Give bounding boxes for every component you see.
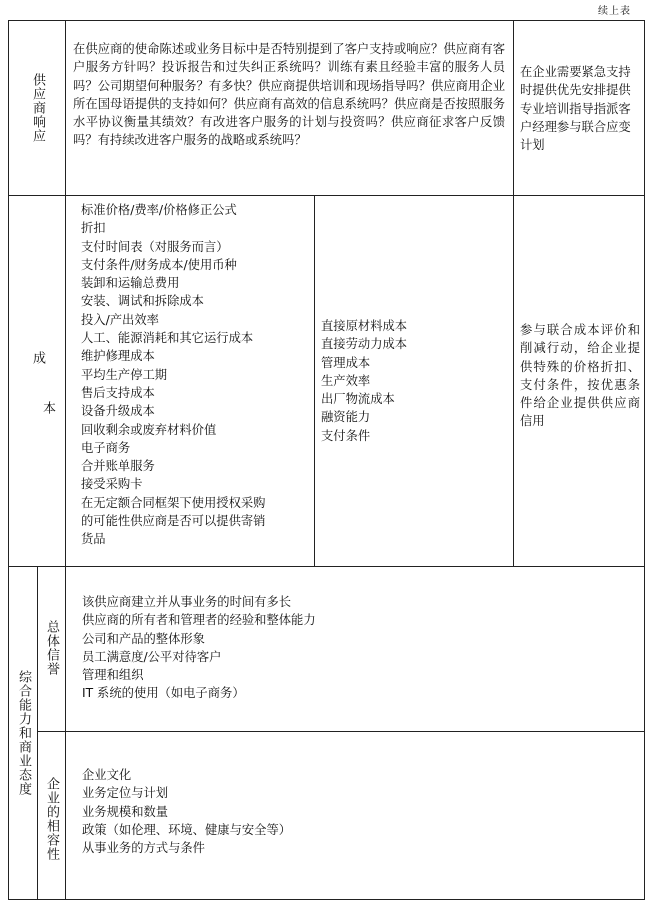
list-item: 设备升级成本 <box>81 404 155 419</box>
list-item: 出厂物流成本 <box>321 392 395 407</box>
list-item: 管理成本 <box>321 355 371 370</box>
list-item: 在无定额合同框架下使用授权采购 <box>81 495 266 510</box>
compatibility-items-list <box>82 766 637 876</box>
list-item: 供应商的所有者和管理者的经验和整体能力 <box>82 613 316 628</box>
list-item: 折扣 <box>81 221 106 236</box>
cost-category <box>9 195 65 566</box>
divider <box>513 21 514 566</box>
list-item: 管理和组织 <box>82 668 144 683</box>
divider <box>9 195 644 196</box>
list-item: 合并账单服务 <box>81 459 155 474</box>
supplier-response-label: 供应商响应 <box>30 73 45 143</box>
list-item: 平均生产停工期 <box>81 367 168 382</box>
compatibility-subcategory <box>37 731 65 899</box>
cost-label-top: 成 <box>30 351 45 365</box>
capability-category <box>9 566 37 899</box>
list-item: 业务规模和数量 <box>82 804 169 819</box>
capability-label: 综合能力和商业态度 <box>16 669 31 796</box>
list-item: 接受采购卡 <box>81 477 143 492</box>
list-item: 售后支持成本 <box>81 385 155 400</box>
list-item: 装卸和运输总费用 <box>81 276 180 291</box>
list-item: 生产效率 <box>321 373 371 388</box>
reputation-items-list <box>82 593 637 723</box>
list-item: 政策（如伦理、环境、健康与安全等） <box>82 822 292 837</box>
list-item: 维护修理成本 <box>81 349 155 364</box>
divider <box>9 566 644 567</box>
list-item: 企业文化 <box>82 768 132 782</box>
cost-items-list <box>81 201 311 563</box>
list-item: 融资能力 <box>321 410 371 425</box>
continued-label: 续上表 <box>598 6 631 17</box>
list-item: 的可能性供应商是否可以提供寄销 <box>81 514 266 529</box>
list-item: 员工满意度/公平对待客户 <box>82 649 222 664</box>
list-item: 直接原材料成本 <box>321 319 408 333</box>
list-item: 投入/产出效率 <box>81 312 159 327</box>
cost-enterprise-role: 参与联合成本评价和削减行动，给企业提供特殊的价格折扣、支付条件，按优惠条件给企业提供供应商信用 <box>520 323 640 429</box>
cost-label-bottom: 本 <box>40 401 55 415</box>
list-item: 业务定位与计划 <box>82 786 169 801</box>
list-item: 支付时间表（对服务而言） <box>81 239 229 254</box>
compatibility-label: 企业的相容性 <box>44 777 59 861</box>
list-item: 人工、能源消耗和其它运行成本 <box>81 331 254 346</box>
list-item: IT 系统的使用（如电子商务） <box>82 686 245 701</box>
supplier-response-enterprise-role: 在企业需要紧急支持时提供优先安排提供专业培训指导指派客户经理参与联合应变计划 <box>520 65 631 153</box>
list-item: 电子商务 <box>81 440 131 455</box>
divider <box>314 195 315 566</box>
list-item: 从事业务的方式与条件 <box>82 841 205 856</box>
supplier-response-category <box>9 21 65 195</box>
divider <box>37 731 644 732</box>
list-item: 支付条件 <box>321 428 371 443</box>
list-item: 标准价格/费率/价格修正公式 <box>81 203 237 217</box>
reputation-subcategory <box>37 566 65 731</box>
reputation-label: 总体信誉 <box>44 620 59 676</box>
list-item: 货品 <box>81 532 106 547</box>
cost-factors-list <box>321 317 509 457</box>
list-item: 支付条件/财务成本/使用币种 <box>81 257 237 272</box>
list-item: 公司和产品的整体形象 <box>82 631 205 646</box>
divider <box>65 21 66 899</box>
supplier-evaluation-table <box>8 20 645 900</box>
list-item: 直接劳动力成本 <box>321 337 408 352</box>
list-item: 该供应商建立并从事业务的时间有多长 <box>82 595 292 609</box>
list-item: 安装、调试和拆除成本 <box>81 294 204 309</box>
list-item: 回收剩余或废弃材料价值 <box>81 422 217 437</box>
supplier-response-criteria: 在供应商的使命陈述或业务目标中是否特别提到了客户支持或响应？供应商有客户服务方针吗？投诉报告和过失纠正系统吗？训练有素且经验丰富的服务人员吗？公司期望何种服务？有多快？供应商提供培训和现场指导吗？供应商用企业所在国母语提供的支持如何？供应商有高效的信息系统吗？供应商是否按照服务水平协议衡量其绩效？有改进客户服务的计划与投资吗？供应商征求客户反馈吗？有持续改进客户服务的战略或系统吗？ <box>73 42 505 148</box>
